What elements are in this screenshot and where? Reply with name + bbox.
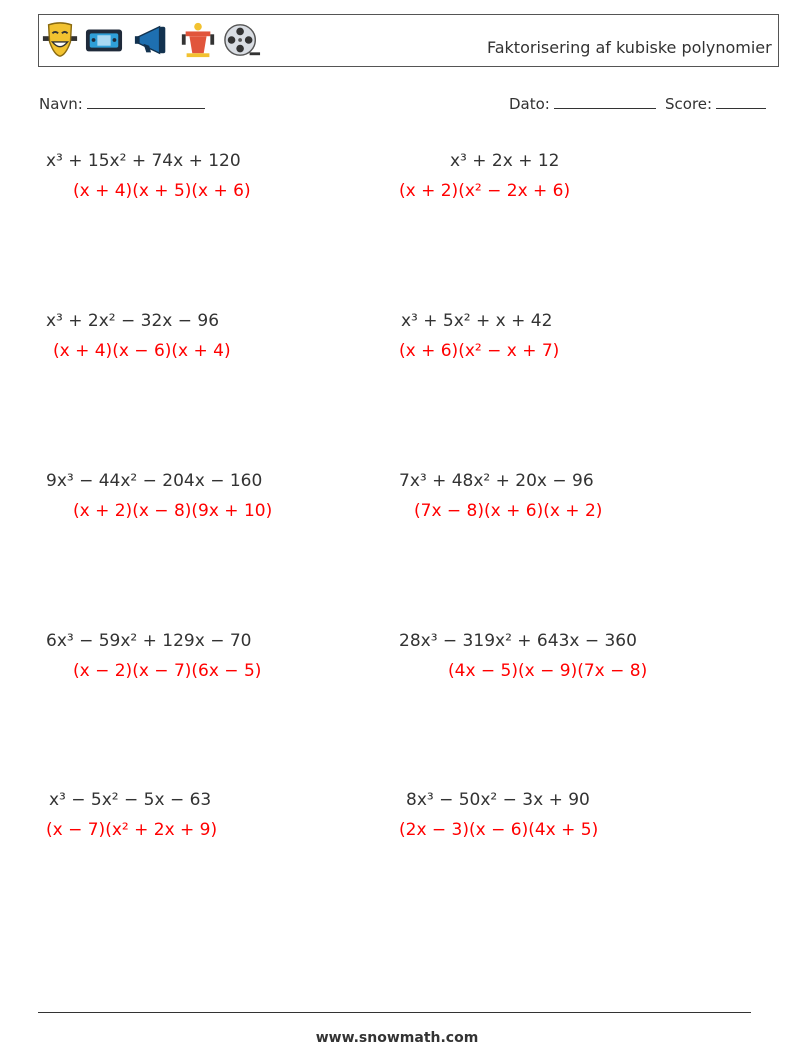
vhs-tape-icon <box>85 21 123 59</box>
score-label: Score: <box>665 95 713 113</box>
problem-5-answer: (x + 2)(x − 8)(9x + 10) <box>73 501 273 521</box>
date-field[interactable] <box>509 94 656 113</box>
footer-divider <box>38 1012 751 1013</box>
problem-7-polynomial: 6x³ − 59x² + 129x − 70 <box>46 631 252 651</box>
problem-10-answer: (2x − 3)(x − 6)(4x + 5) <box>399 820 599 840</box>
problem-2-answer: (x + 2)(x² − 2x + 6) <box>399 181 571 201</box>
problem-8-polynomial: 28x³ − 319x² + 643x − 360 <box>399 631 637 651</box>
footer-url[interactable]: www.snowmath.com <box>315 1030 479 1046</box>
film-reel-icon <box>223 21 261 59</box>
date-blank[interactable] <box>554 94 656 109</box>
worksheet-header <box>38 14 779 67</box>
worksheet-title: Faktorisering af kubiske polynomier <box>487 38 772 57</box>
problem-3-polynomial: x³ + 2x² − 32x − 96 <box>46 311 220 331</box>
problem-2-polynomial: x³ + 2x + 12 <box>450 151 560 171</box>
theater-mask-icon <box>41 21 79 59</box>
problem-9-answer: (x − 7)(x² + 2x + 9) <box>46 820 218 840</box>
problem-6-answer: (7x − 8)(x + 6)(x + 2) <box>414 501 603 521</box>
megaphone-icon <box>133 21 171 59</box>
problem-6-polynomial: 7x³ + 48x² + 20x − 96 <box>399 471 594 491</box>
score-field[interactable] <box>665 94 766 113</box>
date-label: Dato: <box>509 95 550 113</box>
name-label: Navn: <box>39 95 83 113</box>
problem-9-polynomial: x³ − 5x² − 5x − 63 <box>49 790 212 810</box>
name-blank[interactable] <box>87 94 205 109</box>
problem-10-polynomial: 8x³ − 50x² − 3x + 90 <box>406 790 590 810</box>
award-podium-icon <box>179 21 217 59</box>
problem-1-polynomial: x³ + 15x² + 74x + 120 <box>46 151 241 171</box>
problem-8-answer: (4x − 5)(x − 9)(7x − 8) <box>448 661 648 681</box>
problem-5-polynomial: 9x³ − 44x² − 204x − 160 <box>46 471 263 491</box>
problem-7-answer: (x − 2)(x − 7)(6x − 5) <box>73 661 262 681</box>
score-blank[interactable] <box>716 94 766 109</box>
name-field[interactable] <box>39 94 205 113</box>
problem-1-answer: (x + 4)(x + 5)(x + 6) <box>73 181 251 201</box>
problem-4-polynomial: x³ + 5x² + x + 42 <box>401 311 553 331</box>
problem-4-answer: (x + 6)(x² − x + 7) <box>399 341 560 361</box>
problem-3-answer: (x + 4)(x − 6)(x + 4) <box>53 341 231 361</box>
